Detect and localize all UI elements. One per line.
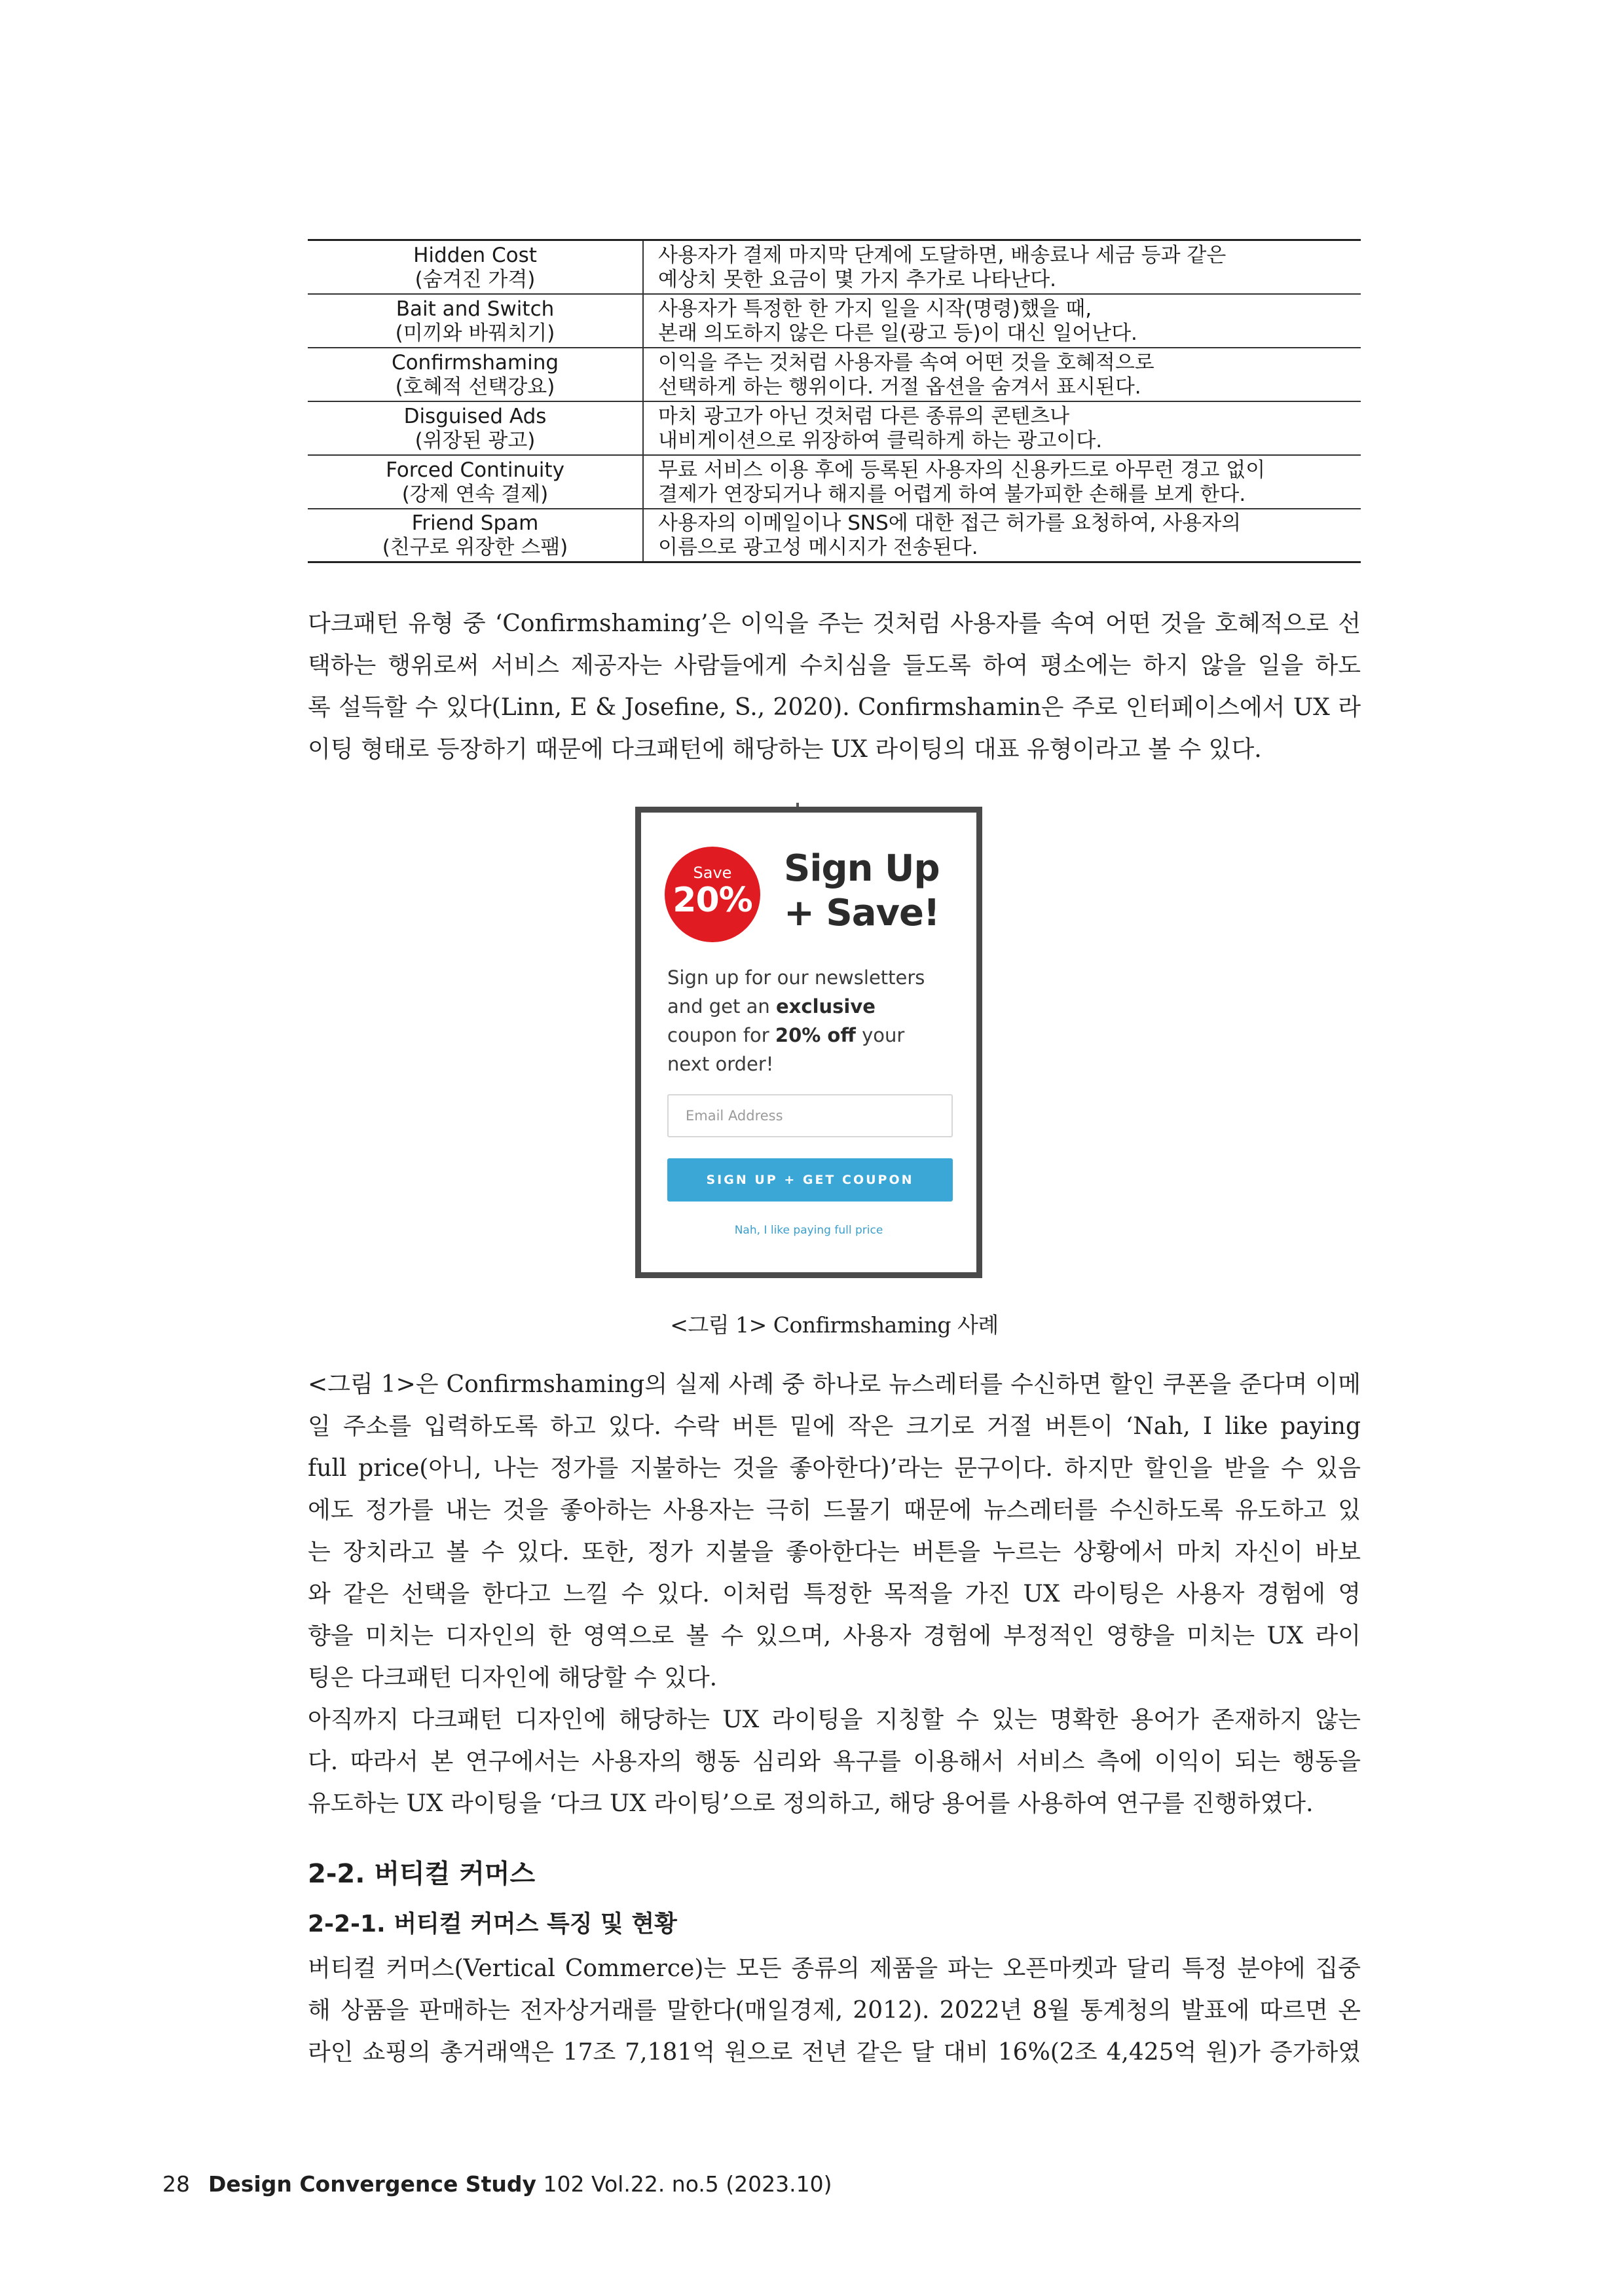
popup-headline	[784, 847, 940, 936]
badge-save-label: Save	[693, 864, 732, 882]
pattern-description-cell	[643, 294, 1361, 348]
text-line: 일 주소를 입력하도록 하고 있다. 수락 버튼 밑에 작은 크기로 거절 버튼이 ‘Nah, I like paying	[308, 1413, 1361, 1440]
section-heading: 2-2. 버티컬 커머스	[308, 1859, 536, 1889]
description-line: 사용자가 결제 마지막 단계에 도달하면, 배송료나 세금 등과 같은	[658, 243, 1227, 267]
text-line: 다. 따라서 본 연구에서는 사용자의 행동 심리와 욕구를 이용해서 서비스 측에 이익이 되는 행동을	[308, 1748, 1361, 1775]
table-row	[308, 401, 1361, 455]
table-row	[308, 294, 1361, 348]
pattern-term-cell	[308, 240, 643, 294]
email-address-input[interactable]	[667, 1094, 953, 1137]
term-korean: (강제 연속 결제)	[401, 482, 549, 506]
term-korean: (위장된 광고)	[415, 428, 536, 452]
badge-percent: 20%	[673, 881, 752, 920]
figure-caption: <그림 1> Confirmshaming 사례	[670, 1312, 999, 1338]
body-line	[667, 1021, 962, 1050]
term-english: Bait and Switch	[396, 297, 555, 321]
description-line: 사용자의 이메일이나 SNS에 대한 접근 허가를 요청하여, 사용자의	[658, 511, 1242, 536]
text-line: full price(아니, 나는 정가를 지불하는 것을 좋아한다)’라는 문구이다. 하지만 할인을 받을 수 있음	[308, 1455, 1361, 1482]
save-badge	[665, 847, 760, 942]
text-line: <그림 1>은 Confirmshaming의 실제 사례 중 하나로 뉴스레터를 수신하면 할인 쿠폰을 준다며 이메	[308, 1371, 1361, 1398]
headline-line: + Save!	[784, 892, 940, 934]
body-text: your	[855, 1024, 905, 1046]
term-korean: (친구로 위장한 스팸)	[382, 536, 568, 560]
pattern-term-cell	[308, 401, 643, 455]
text-line: 이팅 형태로 등장하기 때문에 다크패턴에 해당하는 UX 라이팅의 대표 유형이라고 볼 수 있다.	[308, 736, 1262, 763]
sign-up-get-coupon-button[interactable]: SIGN UP + GET COUPON	[667, 1158, 953, 1202]
term-english: Forced Continuity	[386, 458, 564, 482]
description-line: 내비게이션으로 위장하여 클릭하게 하는 광고이다.	[658, 428, 1103, 452]
text-line: 버티컬 커머스(Vertical Commerce)는 모든 종류의 제품을 파는 오픈마켓과 달리 특정 분야에 집중	[308, 1955, 1361, 1982]
pattern-term-cell	[308, 348, 643, 401]
term-english: Hidden Cost	[413, 243, 537, 267]
text-line: 아직까지 다크패턴 디자인에 해당하는 UX 라이팅을 지칭할 수 있는 명확한 용어가 존재하지 않는	[308, 1706, 1361, 1733]
body-text: coupon for	[667, 1024, 775, 1046]
paragraph-dark-ux-writing-definition	[308, 1699, 1361, 1825]
text-line: 해 상품을 판매하는 전자상거래를 말한다(매일경제, 2012). 2022년 8월 통계청의 발표에 따르면 온	[308, 1997, 1361, 2024]
text-line: 팅은 다크패턴 디자인에 해당할 수 있다.	[308, 1664, 718, 1691]
popup-body-text	[667, 963, 962, 1078]
decline-full-price-link[interactable]: Nah, I like paying full price	[734, 1224, 883, 1237]
table-row	[308, 240, 1361, 294]
headline-line: Sign Up	[784, 847, 940, 890]
paragraph-vertical-commerce	[308, 1948, 1361, 2074]
pattern-description-cell	[643, 240, 1361, 294]
body-line: Sign up for our newsletters	[667, 966, 925, 989]
text-line: 라인 쇼핑의 총거래액은 17조 7,181억 원으로 전년 같은 달 대비 16%(2조 4,425억 원)가 증가하였	[308, 2039, 1361, 2066]
table-row	[308, 509, 1361, 562]
page-number: 28	[162, 2171, 190, 2197]
term-korean: (미끼와 바꿔치기)	[395, 321, 555, 345]
body-line	[667, 992, 962, 1021]
description-line: 결제가 연장되거나 해지를 어렵게 하여 불가피한 손해를 보게 한다.	[658, 482, 1246, 506]
term-korean: (호혜적 선택강요)	[395, 375, 555, 399]
paragraph-confirmshaming-intro	[308, 603, 1361, 771]
text-line: 다크패턴 유형 중 ‘Confirmshaming’은 이익을 주는 것처럼 사용자를 속여 어떤 것을 호혜적으로 선	[308, 610, 1361, 637]
text-line: 록 설득할 수 있다(Linn, E & Josefine, S., 2020). Confirmshamin은 주로 인터페이스에서 UX 라	[308, 694, 1361, 721]
description-line: 본래 의도하지 않은 다른 일(광고 등)이 대신 일어난다.	[658, 321, 1137, 345]
term-english: Friend Spam	[411, 511, 539, 536]
pattern-description-cell	[643, 455, 1361, 509]
subsection-heading: 2-2-1. 버티컬 커머스 특징 및 현황	[308, 1911, 677, 1937]
term-english: Disguised Ads	[403, 404, 547, 428]
paragraph-figure-explanation	[308, 1364, 1361, 1699]
description-line: 이름으로 광고성 메시지가 전송된다.	[658, 536, 978, 560]
pattern-term-cell	[308, 509, 643, 562]
table-row	[308, 348, 1361, 401]
journal-name: Design Convergence Study	[208, 2171, 536, 2197]
body-emphasis: exclusive	[776, 995, 876, 1018]
table-row	[308, 455, 1361, 509]
dark-pattern-table	[308, 239, 1361, 563]
body-emphasis: 20% off	[775, 1024, 856, 1046]
confirmshaming-popup-figure	[635, 807, 982, 1278]
pattern-description-cell	[643, 401, 1361, 455]
description-line: 무료 서비스 이용 후에 등록된 사용자의 신용카드로 아무런 경고 없이	[658, 458, 1266, 482]
body-line: next order!	[667, 1053, 774, 1075]
text-line: 유도하는 UX 라이팅을 ‘다크 UX 라이팅’으로 정의하고, 해당 용어를 사용하여 연구를 진행하였다.	[308, 1790, 1314, 1817]
body-text: and get an	[667, 995, 776, 1018]
description-line: 이익을 주는 것처럼 사용자를 속여 어떤 것을 호혜적으로	[658, 350, 1154, 375]
description-line: 사용자가 특정한 한 가지 일을 시작(명령)했을 때,	[658, 297, 1092, 321]
pattern-description-cell	[643, 509, 1361, 562]
term-english: Confirmshaming	[391, 350, 559, 375]
issue-info: 102 Vol.22. no.5 (2023.10)	[543, 2171, 832, 2197]
text-line: 택하는 행위로써 서비스 제공자는 사람들에게 수치심을 들도록 하여 평소에는 하지 않을 일을 하도	[308, 652, 1361, 679]
pattern-term-cell	[308, 455, 643, 509]
text-line: 에도 정가를 내는 것을 좋아하는 사용자는 극히 드물기 때문에 뉴스레터를 수신하도록 유도하고 있	[308, 1497, 1361, 1524]
description-line: 마치 광고가 아닌 것처럼 다른 종류의 콘텐츠나	[658, 404, 1070, 428]
pattern-term-cell	[308, 294, 643, 348]
page-footer	[162, 2171, 832, 2197]
description-line: 예상치 못한 요금이 몇 가지 추가로 나타난다.	[658, 267, 1057, 291]
term-korean: (숨겨진 가격)	[415, 267, 536, 291]
description-line: 선택하게 하는 행위이다. 거절 옵션을 숨겨서 표시된다.	[658, 375, 1141, 399]
pattern-description-cell	[643, 348, 1361, 401]
text-line: 와 같은 선택을 한다고 느낄 수 있다. 이처럼 특정한 목적을 가진 UX 라이팅은 사용자 경험에 영	[308, 1581, 1361, 1607]
text-line: 향을 미치는 디자인의 한 영역으로 볼 수 있으며, 사용자 경험에 부정적인 영향을 미치는 UX 라이	[308, 1623, 1361, 1649]
text-line: 는 장치라고 볼 수 있다. 또한, 정가 지불을 좋아한다는 버튼을 누르는 상황에서 마치 자신이 바보	[308, 1539, 1361, 1566]
